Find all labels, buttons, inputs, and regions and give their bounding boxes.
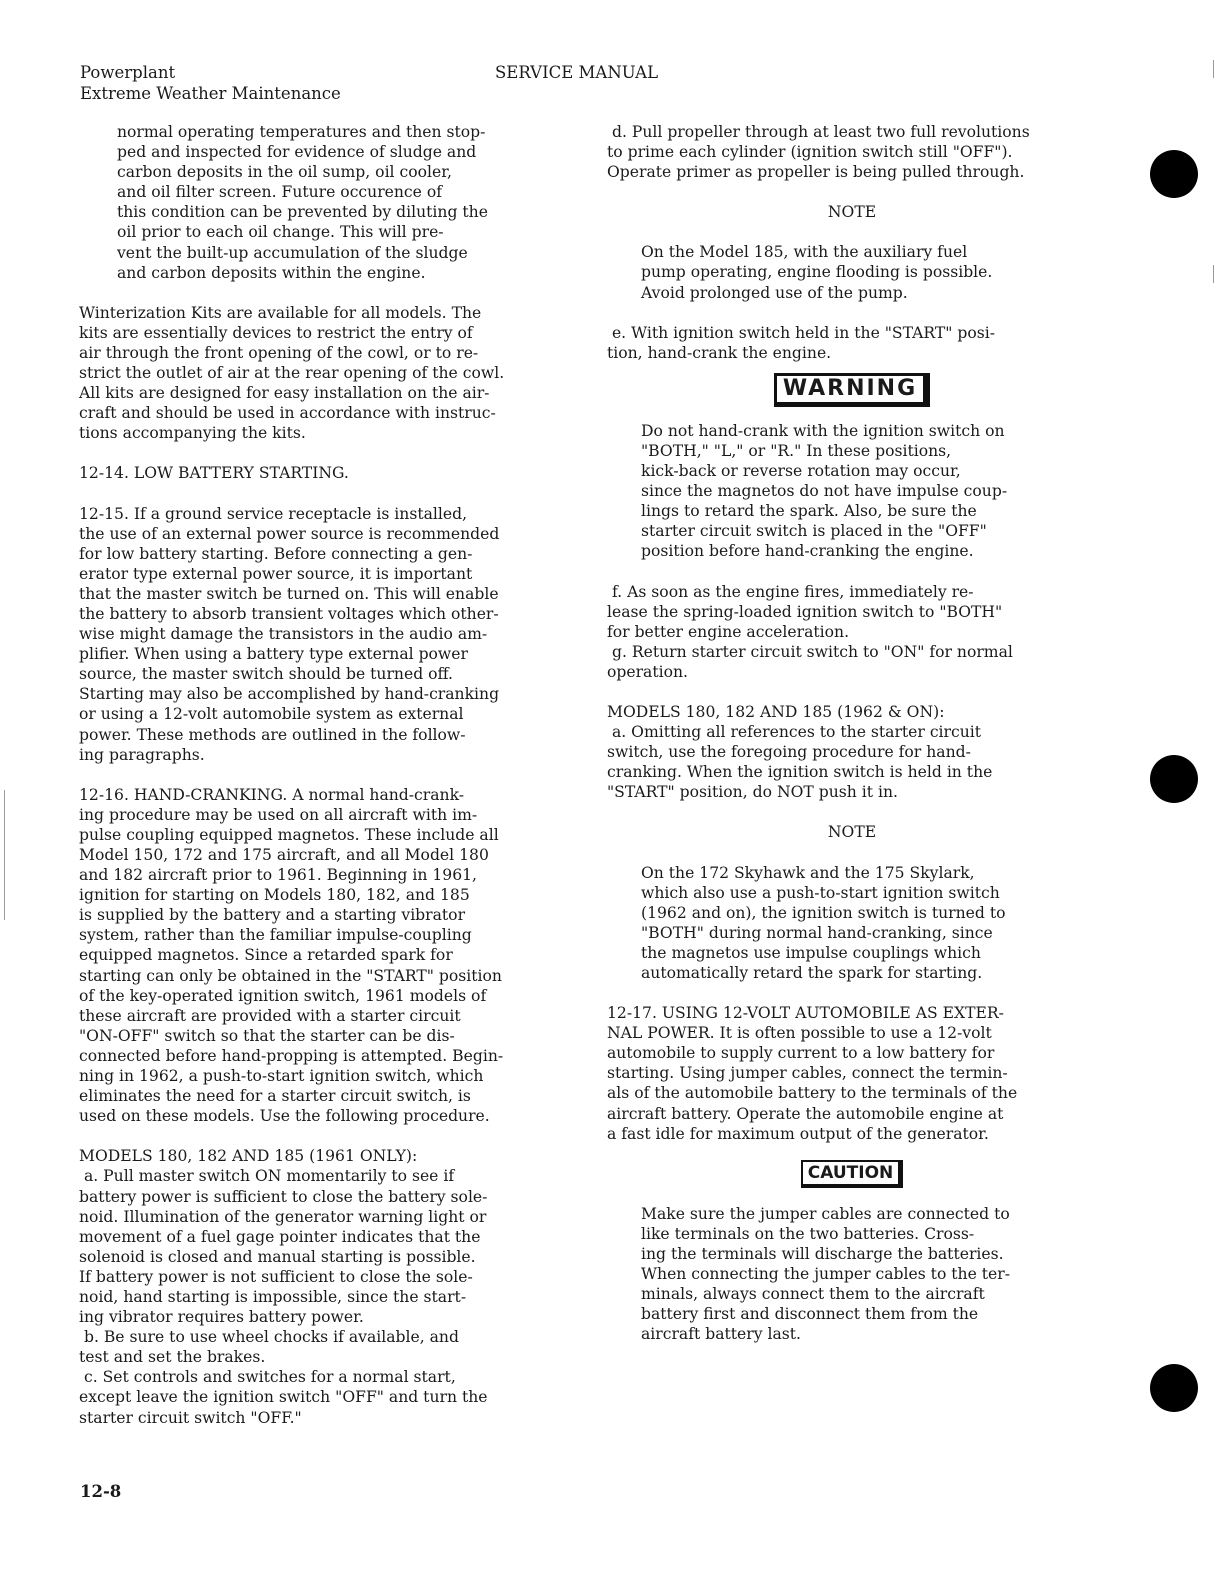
text-line: aircraft battery. Operate the automobile engine at xyxy=(607,1104,1004,1123)
text-line: noid, hand starting is impossible, since the start- xyxy=(79,1287,467,1306)
text-line: noid. Illumination of the generator warning light or xyxy=(79,1207,487,1226)
text-line: starting. Using jumper cables, connect the termin- xyxy=(607,1064,1008,1083)
text-line: Avoid prolonged use of the pump. xyxy=(641,283,908,302)
text-line: kits are essentially devices to restrict the entry of xyxy=(79,323,473,342)
text-line: battery first and disconnect them from the xyxy=(641,1305,979,1324)
text-line: ing paragraphs. xyxy=(79,745,205,764)
text-line: plifier. When using a battery type external power xyxy=(79,645,468,664)
text-line: tions accompanying the kits. xyxy=(79,424,306,443)
text-line: normal operating temperatures and then stop- xyxy=(117,123,486,141)
text-line: a. Pull master switch ON momentarily to see if xyxy=(79,1167,455,1186)
header-subsection-title: Extreme Weather Maintenance xyxy=(80,84,341,103)
header-section xyxy=(80,62,341,104)
text-line: g. Return starter circuit switch to "ON" for normal xyxy=(607,642,1013,661)
text-line: of the key-operated ignition switch, 1961 models of xyxy=(79,986,487,1005)
text-line: Winterization Kits are available for all models. The xyxy=(79,303,482,322)
text-line: minals, always connect them to the aircraft xyxy=(641,1285,985,1304)
text-line: ing vibrator requires battery power. xyxy=(79,1308,364,1327)
text-line: automatically retard the spark for starting. xyxy=(641,964,983,982)
text-line: ing the terminals will discharge the batteries. xyxy=(641,1244,1004,1263)
text-line: connected before hand-propping is attempted. Begin- xyxy=(79,1046,504,1065)
text-line: source, the master switch should be turned off. xyxy=(79,665,453,684)
text-line: craft and should be used in accordance with instruc- xyxy=(79,404,496,423)
text-line: and oil filter screen. Future occurence of xyxy=(117,183,443,202)
step-d xyxy=(607,122,1097,182)
text-line: 12-16. HAND-CRANKING. A normal hand-crank- xyxy=(79,785,465,804)
text-line: On the 172 Skyhawk and the 175 Skylark, xyxy=(641,863,975,882)
text-line: power. These methods are outlined in the follow- xyxy=(79,725,466,744)
note-label: NOTE xyxy=(827,203,877,222)
text-line: carbon deposits in the oil sump, oil cooler, xyxy=(117,163,452,182)
text-line: MODELS 180, 182 AND 185 (1961 ONLY): xyxy=(79,1147,418,1166)
caution-text xyxy=(607,1204,1097,1345)
text-line: movement of a fuel gage pointer indicates that the xyxy=(79,1227,481,1246)
text-line: strict the outlet of air at the rear opening of the cowl. xyxy=(79,364,505,383)
text-line: b. Be sure to use wheel chocks if available, and xyxy=(79,1328,459,1347)
text-line: c. Set controls and switches for a normal start, xyxy=(79,1368,456,1387)
text-line: (1962 and on), the ignition switch is turned to xyxy=(641,903,1006,922)
text-line: to prime each cylinder (ignition switch still "OFF"). xyxy=(607,143,1013,162)
caution-label: CAUTION xyxy=(801,1160,904,1188)
text-line: Do not hand-crank with the ignition switch on xyxy=(641,421,1005,440)
text-line: like terminals on the two batteries. Cross- xyxy=(641,1224,975,1243)
text-line: a. Omitting all references to the starter circuit xyxy=(607,723,982,742)
text-line: solenoid is closed and manual starting is possible. xyxy=(79,1247,476,1266)
text-line: equipped magnetos. Since a retarded spark for xyxy=(79,946,453,965)
page-edge-mark xyxy=(1213,60,1214,78)
text-line: Model 150, 172 and 175 aircraft, and all Model 180 xyxy=(79,846,489,864)
text-line: 12-17. USING 12-VOLT AUTOMOBILE AS EXTER- xyxy=(607,1004,1004,1023)
text-line: or using a 12-volt automobile system as external xyxy=(79,705,464,724)
page-edge-mark xyxy=(1213,265,1214,283)
note-text xyxy=(607,242,1097,302)
text-line: e. With ignition switch held in the "START" posi- xyxy=(607,323,996,342)
text-line: oil prior to each oil change. This will pre- xyxy=(117,223,444,242)
paragraph-12-15 xyxy=(79,504,569,765)
text-line: position before hand-cranking the engine. xyxy=(641,542,974,561)
text-line: "START" position, do NOT push it in. xyxy=(607,783,898,802)
text-line: the use of an external power source is recommended xyxy=(79,524,500,543)
text-line: for better engine acceleration. xyxy=(607,622,850,641)
text-line: that the master switch be turned on. This will enable xyxy=(79,584,499,603)
text-line: these aircraft are provided with a starter circuit xyxy=(79,1006,461,1025)
text-line: ning in 1962, a push-to-start ignition switch, which xyxy=(79,1067,484,1086)
text-line: MODELS 180, 182 AND 185 (1962 & ON): xyxy=(607,702,945,721)
text-line: for low battery starting. Before connecting a gen- xyxy=(79,544,473,563)
note-text xyxy=(607,863,1097,984)
text-line: battery power is sufficient to close the battery sole- xyxy=(79,1187,488,1206)
text-line: automobile to supply current to a low battery for xyxy=(607,1044,995,1063)
right-column xyxy=(607,122,1097,1344)
page-number: 12-8 xyxy=(80,1482,122,1501)
text-line: vent the built-up accumulation of the sludge xyxy=(117,243,468,262)
text-line: starter circuit switch "OFF." xyxy=(79,1408,302,1427)
text-line: aircraft battery last. xyxy=(641,1325,801,1344)
text-line: NAL POWER. It is often possible to use a 12-volt xyxy=(607,1024,992,1043)
text-line: Starting may also be accomplished by hand-cranking xyxy=(79,685,500,704)
left-column xyxy=(79,122,569,1428)
text-line: used on these models. Use the following procedure. xyxy=(79,1107,490,1126)
text-line: eliminates the need for a starter circuit switch, is xyxy=(79,1087,471,1106)
text-line: pump operating, engine flooding is possible. xyxy=(641,263,993,282)
header-section-title: Powerplant xyxy=(80,63,176,82)
binder-hole xyxy=(1150,150,1198,198)
text-line: operation. xyxy=(607,662,688,681)
text-line: is supplied by the battery and a starting vibrator xyxy=(79,906,466,925)
text-line: erator type external power source, it is important xyxy=(79,564,473,583)
text-line: f. As soon as the engine fires, immediately re- xyxy=(607,582,974,601)
text-line: and 182 aircraft prior to 1961. Beginning in 1961, xyxy=(79,866,477,885)
text-line: starting can only be obtained in the "START" position xyxy=(79,966,502,985)
text-line: the magnetos use impulse couplings which xyxy=(641,943,981,962)
text-line: and carbon deposits within the engine. xyxy=(117,263,426,282)
text-line: If battery power is not sufficient to close the sole- xyxy=(79,1267,473,1286)
paragraph-12-16 xyxy=(79,785,569,1127)
text-line: wise might damage the transistors in the audio am- xyxy=(79,625,488,644)
binder-hole xyxy=(1150,755,1198,803)
winterization-paragraph xyxy=(79,303,569,444)
text-line: kick-back or reverse rotation may occur, xyxy=(641,462,961,481)
manual-title: SERVICE MANUAL xyxy=(495,63,659,82)
warning-label: WARNING xyxy=(774,373,930,407)
text-line: ing procedure may be used on all aircraft with im- xyxy=(79,805,478,824)
models-1962-procedure xyxy=(607,702,1097,802)
text-line: since the magnetos do not have impulse coup- xyxy=(641,482,1008,501)
text-line: lings to retard the spark. Also, be sure the xyxy=(641,502,977,521)
text-line: lease the spring-loaded ignition switch to "BOTH" xyxy=(607,602,1003,621)
text-line: Operate primer as propeller is being pulled through. xyxy=(607,163,1025,182)
text-line: "BOTH" during normal hand-cranking, since xyxy=(641,923,993,942)
text-line: cranking. When the ignition switch is held in the xyxy=(607,763,993,782)
text-line: except leave the ignition switch "OFF" and turn the xyxy=(79,1388,488,1407)
text-line: this condition can be prevented by diluting the xyxy=(117,203,488,222)
models-1961-procedure xyxy=(79,1146,569,1427)
text-line: switch, use the foregoing procedure for hand- xyxy=(607,743,971,762)
binder-hole xyxy=(1150,1364,1198,1412)
paragraph-12-17 xyxy=(607,1003,1097,1144)
text-line: pulse coupling equipped magnetos. These include all xyxy=(79,825,499,844)
page-edge-mark xyxy=(4,790,5,920)
text-line: "ON-OFF" switch so that the starter can be dis- xyxy=(79,1026,455,1045)
text-line: test and set the brakes. xyxy=(79,1348,266,1367)
section-heading-12-14: 12-14. LOW BATTERY STARTING. xyxy=(79,464,349,483)
text-line: a fast idle for maximum output of the generator. xyxy=(607,1124,989,1143)
text-line: All kits are designed for easy installation on the air- xyxy=(79,384,490,403)
text-line: ped and inspected for evidence of sludge and xyxy=(117,143,477,162)
text-line: system, rather than the familiar impulse-coupling xyxy=(79,926,472,945)
sludge-paragraph xyxy=(79,122,569,283)
text-line: Make sure the jumper cables are connected to xyxy=(641,1204,1010,1223)
text-line: d. Pull propeller through at least two full revolutions xyxy=(607,123,1030,141)
text-line: starter circuit switch is placed in the "OFF" xyxy=(641,522,987,541)
text-line: 12-15. If a ground service receptacle is installed, xyxy=(79,504,468,523)
text-line: the battery to absorb transient voltages which other- xyxy=(79,604,499,623)
text-line: which also use a push-to-start ignition switch xyxy=(641,883,1000,902)
warning-text xyxy=(607,421,1097,562)
text-line: On the Model 185, with the auxiliary fuel xyxy=(641,243,968,262)
steps-f-g xyxy=(607,582,1097,682)
text-line: ignition for starting on Models 180, 182, and 185 xyxy=(79,886,470,905)
note-label: NOTE xyxy=(827,823,877,842)
text-line: air through the front opening of the cowl, or to re- xyxy=(79,343,479,362)
text-line: "BOTH," "L," or "R." In these positions, xyxy=(641,441,952,460)
text-line: tion, hand-crank the engine. xyxy=(607,343,832,362)
step-e xyxy=(607,323,1097,363)
text-line: When connecting the jumper cables to the ter- xyxy=(641,1265,1010,1284)
text-line: als of the automobile battery to the terminals of the xyxy=(607,1084,1018,1103)
